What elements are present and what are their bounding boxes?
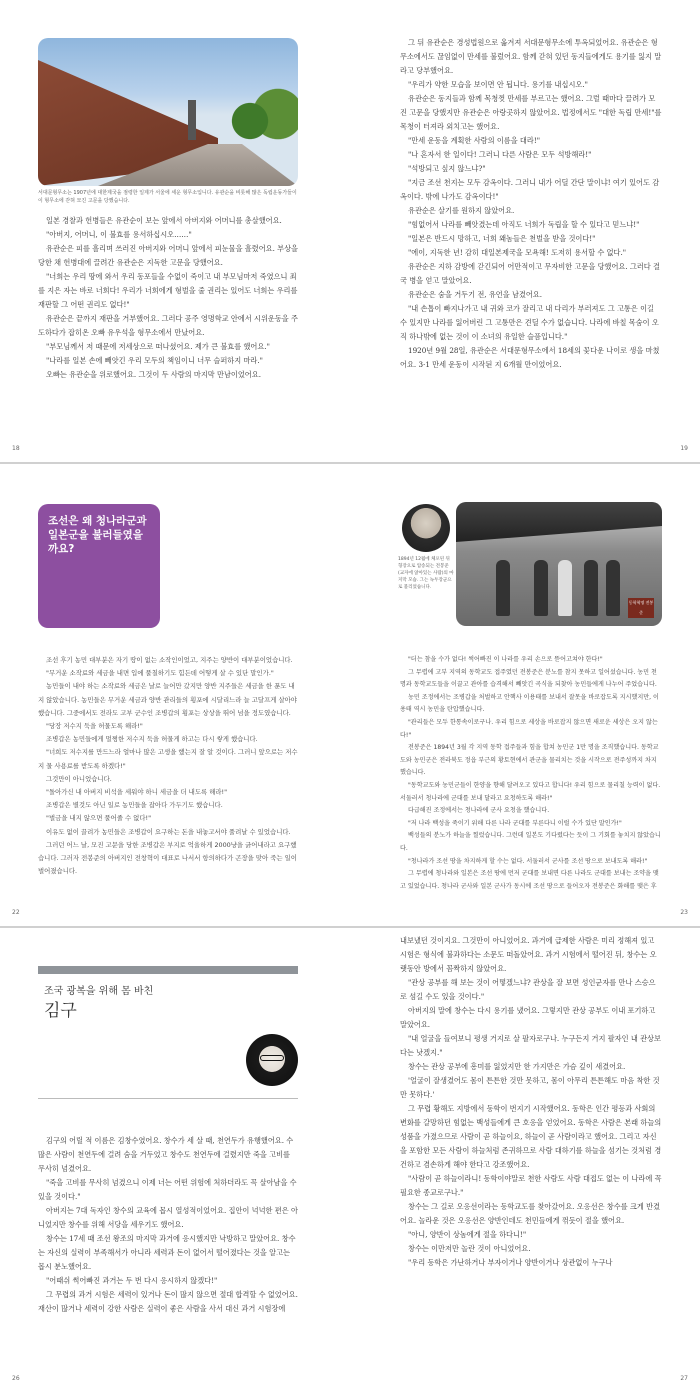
chapter-kicker: 조국 광복을 위해 몸 바친 xyxy=(44,986,154,997)
paragraph: 1920년 9월 28일, 유관순은 서대문형무소에서 18세의 꽃다운 나이로 생을 마쳤어요. 3·1 만세 운동이 시작된 지 6개월 만이었어요. xyxy=(400,346,660,369)
paragraph: 창수는 이만저만 놀란 것이 아니었어요. xyxy=(408,1244,531,1253)
paragraph: "저 나라 백성을 죽이기 위해 다른 나라 군대를 부른다니 이럴 수가 있단 말인가!" xyxy=(408,819,622,827)
photo-caption: 1894년 12월에 체포된 뒤 형장으로 압송되는 전봉준 (교자에 앉아있는 사람)의 마지막 모습. 그는 녹두장군으로 불리었습니다. xyxy=(398,557,454,590)
page-number: 27 xyxy=(680,1375,688,1382)
paragraph: 그 무렵의 과거 시험은 세력이 있거나 돈이 많지 않으면 절대 합격할 수 없었어요. 재산이 많거나 세력이 강한 사람은 실력이 좋은 사람을 사서 대신 과거 시험장에 xyxy=(38,1290,298,1313)
paragraph: 그것만이 아니었습니다. xyxy=(46,774,112,783)
paragraph: "관리들은 모두 한통속이로구나. 우리 힘으로 세상을 바로잡지 않으면 새로운 세상은 오지 않는다!" xyxy=(400,718,658,739)
paragraph: 그 뒤 유관순은 경성법원으로 옮겨져 서대문형무소에 투옥되었어요. 유관순은 형무소에서도 끊임없이 만세를 불렀어요. 함께 갇혀 있던 동지들에게도 용기를 잃지 말라고 당부했어요. xyxy=(400,38,662,75)
paragraph: 김구의 어릴 적 이름은 김창수였어요. 창수가 세 살 때, 천연두가 유행했어요. 수많은 사람이 천연두에 걸려 숨을 거두었고 창수도 천연두에 걸렸지만 죽을 고비를 무사히 넘겼어요. xyxy=(38,1136,294,1173)
paragraph: 다급해진 조정에서는 청나라에 군사 요청을 했습니다. xyxy=(408,807,550,815)
paragraph: "너희는 우리 땅에 와서 우리 동포들을 수없이 죽이고 내 부모님마저 죽였으니 죄를 지은 자는 바로 너희다! 우리가 너희에게 형벌을 줄 권리는 있어도 너희는 우리를 재판할 그 어떤 권리도 없다!" xyxy=(38,272,298,309)
paragraph: "부모님께서 저 때문에 저세상으로 떠나셨어요. 제가 큰 불효를 했어요." xyxy=(46,342,270,351)
paragraph: 창수는 관상 공부에 흥미를 잃었지만 한 가지만은 가슴 깊이 새겼어요. xyxy=(408,1062,626,1071)
paragraph: 농민들이 내야 하는 소작료와 세금은 날로 늘어만 갔지만 양반 지주들은 세금을 한 푼도 내지 않았습니다. 농민들은 무거운 세금과 양반 관리들의 횡포에 시달리느라 늘 고달프게 살아야 했습니다. 그중에서도 전라도 고부 군수인 조병갑의 횡포는 상상을 뛰어 넘을 정도였습니다. xyxy=(38,682,297,717)
paragraph: 농민 조정에서는 조병갑을 처벌하고 안핵사 이용태를 보내서 잘못을 바로잡도록 지시했지만, 이용태 역시 농민을 탄압했습니다. xyxy=(400,693,659,714)
paragraph: 그러던 어느 날, 모진 고문을 당한 조병갑은 부지로 억울하게 2000냥을 긁어내라고 요구했습니다. 그러자 전봉준의 아버지인 전창혁이 대표로 나서서 항의하다가 곤장을 맞아 죽는 일이 벌어졌습니다. xyxy=(38,840,297,876)
paragraph: 창수는 그 길로 오응선이라는 동학교도를 찾아갔어요. 오응선은 창수를 크게 반겼어요. 놀라운 것은 오응선은 양반인데도 천민들에게 꺾듯이 절을 했어요. xyxy=(400,1202,660,1225)
person-figure xyxy=(534,560,548,616)
paragraph: "관상 공부를 해 보는 것이 어떻겠느냐? 관상을 잘 보면 성인군자를 만나 스승으로 섬길 수도 있을 것이다." xyxy=(400,978,656,1001)
paragraph: 유관순은 지하 감방에 갇긴되어 어만적이고 무자비한 고문을 당했어요. 그러다 결국 병을 얻고 말았어요. xyxy=(400,262,660,285)
prison-wall-photo xyxy=(38,38,298,186)
paragraph: "아니, 양반이 상놈에게 절을 하다니!" xyxy=(408,1230,527,1239)
person-figure xyxy=(584,560,598,616)
paragraph: 전봉준은 1894년 3월 각 지역 동학 접주들과 힘을 합쳐 농민군 1만 명을 조직했습니다. 동학교도와 농민군은 전라북도 정읍 부근의 황토현에서 관군을 물리치는 것을 시작으로 전주성까지 차지했습니다. xyxy=(400,744,659,777)
paragraph: "죽을 고비를 무사히 넘겼으니 이제 너는 어떤 위험에 처하더라도 꼭 살아남을 수 있을 것이다." xyxy=(38,1178,297,1201)
paragraph: "내 얼굴을 들여보니 평생 거지로 살 팔자로구나. 누구든지 거지 팔자인 내 관상보다는 낫겠지." xyxy=(400,1034,661,1057)
spread-2 xyxy=(0,464,700,926)
paragraph: "내 손톱이 빠지나가고 내 귀와 코가 잘리고 내 다리가 부러져도 그 고통은 이길 수 있지만 나라를 잃어버린 그 고통만은 견딜 수가 없습니다. 나라에 바칠 목숨이 오직 하나밖에 없는 것이 이 소녀의 유일한 슬픔입니다." xyxy=(400,304,659,341)
paragraph: "힘없어서 나라를 빼앗겼는데 아직도 너희가 독립을 할 수 있다고 믿느냐!" xyxy=(408,220,640,229)
chapter-title: 김구 xyxy=(44,1001,77,1021)
body-text xyxy=(400,36,662,372)
paragraph: "아버지, 어머니, 이 불효를 용서하십시오……" xyxy=(46,230,192,239)
watchtower xyxy=(188,100,196,140)
page-number: 19 xyxy=(680,445,688,452)
spread-3 xyxy=(0,928,700,1392)
jeon-bongjun-portrait xyxy=(402,504,450,552)
page-number: 18 xyxy=(12,445,20,452)
page-22 xyxy=(0,464,350,926)
body-text xyxy=(38,1134,298,1316)
paragraph: "너희도 저수지를 만드느라 얼마나 많은 고생을 했는지 잘 알 것이다. 그러니 앞으로는 저수지 물 사용료를 받도록 하겠다!" xyxy=(38,748,298,770)
paragraph: "돌아가신 내 아버지 비석을 세워야 하니 세금을 더 내도록 해라!" xyxy=(46,788,228,797)
paragraph: 유관순은 끝까지 재판을 거부했어요. 그러다 공주 영명학교 안에서 시위운동을 주도하다가 잡히온 오빠 유우석을 형무소에서 만났어요. xyxy=(38,314,298,337)
arrest-photo xyxy=(456,502,662,626)
page-18 xyxy=(0,0,350,462)
trees xyxy=(218,86,298,156)
photo-caption: 서대문형무소는 1907년에 대한제국을 점령한 일제가 서울에 세운 형무소입니다. 유관순을 비롯해 많은 독립운동가들이 이 형무소에 갇혀 모진 고문을 당했습니다. xyxy=(38,190,297,204)
paragraph: 이유도 없이 끌려가 농민들은 조병갑이 요구하는 돈을 내놓고서야 풀려날 수 있었습니다. xyxy=(46,827,291,836)
paragraph: "나라를 일본 손에 빼앗긴 우리 모두의 책임이니 너무 슬퍼하지 마라." xyxy=(46,356,263,365)
paragraph: "무거운 소작료와 세금을 내면 입에 풀칠하기도 힘든데 어떻게 살 수 있단 말인가." xyxy=(46,669,274,678)
paragraph: 유관순은 피를 흘리며 쓰러진 아버지와 어머니 앞에서 피눈물을 흘렸어요. 부상을 당한 채 헌병대에 끌려간 유관순은 지독한 고문을 당했어요. xyxy=(38,244,298,267)
paragraph: 백성들의 분노가 하늘을 찔렀습니다. 그런데 일본도 기다렸다는 듯이 그 기회를 놓치지 않았습니다. xyxy=(400,832,661,852)
paragraph: 내보냈던 것이지요. 그것만이 아니었어요. 과거에 급제한 사람은 미리 정해져 있고 시험은 형식에 불과하다는 소문도 떠돌았어요. 과거 시험에서 떨어진 뒤, 창수는 오랫동안 방에서 꼼짝하지 않았어요. xyxy=(400,936,657,973)
person-figure xyxy=(606,560,620,616)
paragraph: "사람이 곧 하늘이라니! 동학이야말로 천한 사람도 사람 대접도 없는 이 나라에 꼭 필요한 종교로구나." xyxy=(400,1174,662,1197)
paragraph: "어때쉬 썩어빠진 과거는 두 번 다시 응시하지 않겠다!" xyxy=(46,1276,218,1285)
page-23 xyxy=(350,464,700,926)
paragraph: "벌금을 내지 않으면 풀어줄 수 없다!" xyxy=(46,814,152,823)
kim-gu-portrait xyxy=(246,1034,298,1086)
paragraph: "당장 저수지 둑을 허물도록 해라!" xyxy=(46,722,143,731)
paragraph: "지금 조선 천지는 모두 감옥이다. 그러니 내가 어딜 간단 말이냐! 여기 있어도 감옥이다. 밖에 나가도 감옥이다!" xyxy=(400,178,660,201)
paragraph: 오빠는 유관순을 위로했어요. 그것이 두 사람의 마지막 만남이었어요. xyxy=(46,370,261,379)
paragraph: 조병갑은 별것도 아닌 일로 농민들을 잡아다 가두기도 했습니다. xyxy=(46,801,223,810)
page-number: 26 xyxy=(12,1375,20,1382)
question-box-title: 조선은 왜 청나라군과 일본군을 불러들였을까요? xyxy=(48,515,147,555)
paragraph: '얼굴이 잘생겼어도 몸이 튼튼한 것만 못하고, 몸이 아무리 튼튼해도 마음 착한 것만 못하다.' xyxy=(400,1076,660,1099)
paragraph: 유관순은 동지들과 함께 목청껏 만세를 부르고는 했어요. 그럴 때마다 끌려가 모진 고문을 당했지만 유관순은 아랑곳하지 않았어요. 법정에서도 "대한 독립 만세!"를 목청이 터져라 외치고는 했어요. xyxy=(400,94,662,131)
paragraph: 아버지는 7대 독자인 창수의 교육에 몹시 열성적이었어요. 집안이 넉넉한 편은 아니었지만 창수를 위해 서당을 세우기도 했어요. xyxy=(38,1206,298,1229)
page-number: 22 xyxy=(12,909,20,916)
person-figure xyxy=(496,560,510,616)
paragraph: "동학교도와 농민군들이 한양을 향해 달려오고 있다고 합니다! 우리 힘으로 물리칠 능력이 없다. 서둘러서 청나라에 군대를 보내 달라고 요청하도록 해라!" xyxy=(400,781,661,802)
paragraph: 조선 후기 농민 대부분은 자기 땅이 없는 소작인이었고, 지주는 양반이 대부분이었습니다. xyxy=(46,656,293,664)
body-text xyxy=(38,214,298,382)
paragraph: "석방되고 싶지 않느냐?" xyxy=(408,164,486,173)
paragraph: 조병갑은 농민들에게 멀쩡한 저수지 둑을 허물게 하고는 다시 쌓게 했습니다. xyxy=(46,735,258,744)
paragraph: "청나라가 조선 땅을 차지하게 할 수는 없다. 서둘러서 군사를 조선 땅으로 보내도록 해라!" xyxy=(408,857,648,865)
paragraph: 그 무렵에 청나라와 일본은 조선 땅에 먼저 군대를 보내면 다른 나라도 군대를 보내는 조약을 맺고 있었습니다. 청나라 군사와 일본 군사가 동시에 조선 땅으로 들어오자 전봉준은 화해를 맺은 후 xyxy=(400,870,659,890)
body-text xyxy=(400,934,662,1270)
question-box xyxy=(38,504,160,628)
paragraph: 유관순은 살기를 원하지 않았어요. xyxy=(408,206,515,215)
paragraph: 그 무렵에 고부 지역의 동학교도 접주였던 전봉준은 분노를 참지 못하고 일어섰습니다. 농민 천 명과 동학교도들을 이끌고 관아를 습격해서 빼앗긴 곡식을 되찾아 농민들에게 나누어 주었습니다. xyxy=(400,668,657,689)
page-number: 23 xyxy=(680,909,688,916)
glasses xyxy=(260,1055,284,1061)
spread-1 xyxy=(0,0,700,462)
paragraph: "나 혼자서 한 일이다! 그러니 다른 사람은 모두 석방해라!" xyxy=(408,150,592,159)
page-19 xyxy=(350,0,700,462)
paragraph: "더는 참을 수가 없다! 썩어빠진 이 나라를 우리 손으로 뜯어고쳐야 한다!" xyxy=(408,656,603,663)
paragraph: 일본 경찰과 헌병들은 유관순이 보는 앞에서 아버지와 어머니를 총살했어요. xyxy=(46,216,282,225)
paragraph: 창수는 17세 때 조선 왕조의 마지막 과거에 응시했지만 낙방하고 말았어요. 창수는 자신의 실력이 부족해서가 아니라 세력과 돈이 없어서 떨어졌다는 것을 알고는 몹시 분노했어요. xyxy=(38,1234,296,1271)
photo-stamp: 동학혁명 전봉준 xyxy=(628,598,654,618)
page-27 xyxy=(350,928,700,1392)
roof xyxy=(456,502,662,542)
page-26 xyxy=(0,928,350,1392)
paragraph: 유관순은 숨을 거두기 전, 유언을 남겼어요. xyxy=(408,290,543,299)
paragraph: 아버지의 말에 창수는 다시 용기를 냈어요. 그렇지만 관상 공부도 이내 포기하고 말았어요. xyxy=(400,1006,656,1029)
paragraph: "만세 운동을 계획한 사람의 이름을 대라!" xyxy=(408,136,541,145)
paragraph: "일본은 반드시 망하고, 너희 왜놈들은 천벌을 받을 것이다!" xyxy=(408,234,596,243)
paragraph: "우리가 약한 모습을 보이면 안 됩니다. 용기를 내십시오." xyxy=(408,80,588,89)
title-bar xyxy=(38,966,298,974)
paragraph: "우리 동학은 가난하거나 부자이거나 양반이거나 상관없이 누구나 xyxy=(408,1258,613,1267)
person-figure xyxy=(558,560,572,616)
title-rule xyxy=(38,1098,298,1099)
paragraph: "에이, 지독한 년! 감히 대일본제국을 모욕해! 도저히 용서할 수 없다." xyxy=(408,248,627,257)
body-text xyxy=(38,654,300,878)
body-text xyxy=(400,654,662,893)
paragraph: 그 무렵 황해도 지방에서 동학이 번지기 시작했어요. 동학은 인간 평등과 사회의 변화를 갈망하던 힘없는 백성들에게 큰 호응을 얻었어요. 동학은 사람은 본래 하늘의 성품을 가졌으므로 사람이 곧 하늘이요, 하늘이 곧 사람이라고 했어요. 그리고 자신을 포함한 모든 사람이 하늘처럼 존귀하므로 사람 대하기를 하늘을 섬기는 것처럼 경건하고 겸손하게 해야 한다고 강조했어요. xyxy=(400,1104,662,1169)
